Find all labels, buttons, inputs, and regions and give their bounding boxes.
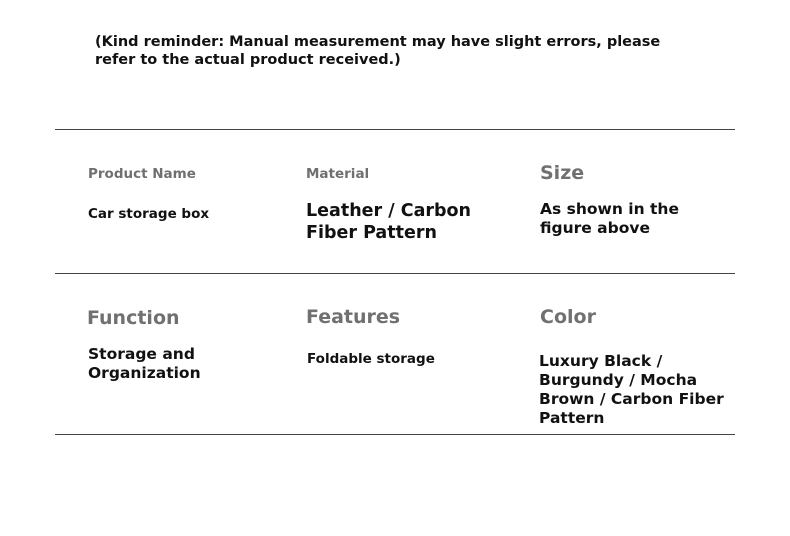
- divider-bottom: [55, 434, 735, 435]
- product-name-label: Product Name: [88, 166, 196, 182]
- material-value: Leather / Carbon Fiber Pattern: [306, 201, 472, 243]
- product-name-value: Car storage box: [88, 206, 210, 222]
- divider-top: [55, 129, 735, 130]
- color-label: Color: [540, 306, 596, 328]
- size-label: Size: [540, 162, 585, 184]
- features-value: Foldable storage: [307, 351, 435, 367]
- features-label: Features: [306, 306, 401, 328]
- material-label: Material: [306, 166, 370, 182]
- color-value: Luxury Black / Burgundy / Mocha Brown / Carbon Fiber Pattern: [539, 352, 724, 427]
- size-value: As shown in the figure above: [540, 200, 679, 237]
- divider-middle: [55, 273, 735, 274]
- function-value: Storage and Organization: [88, 345, 201, 382]
- measurement-reminder: (Kind reminder: Manual measurement may have slight errors, please refer to the actual product received.): [95, 34, 661, 68]
- function-label: Function: [87, 307, 180, 329]
